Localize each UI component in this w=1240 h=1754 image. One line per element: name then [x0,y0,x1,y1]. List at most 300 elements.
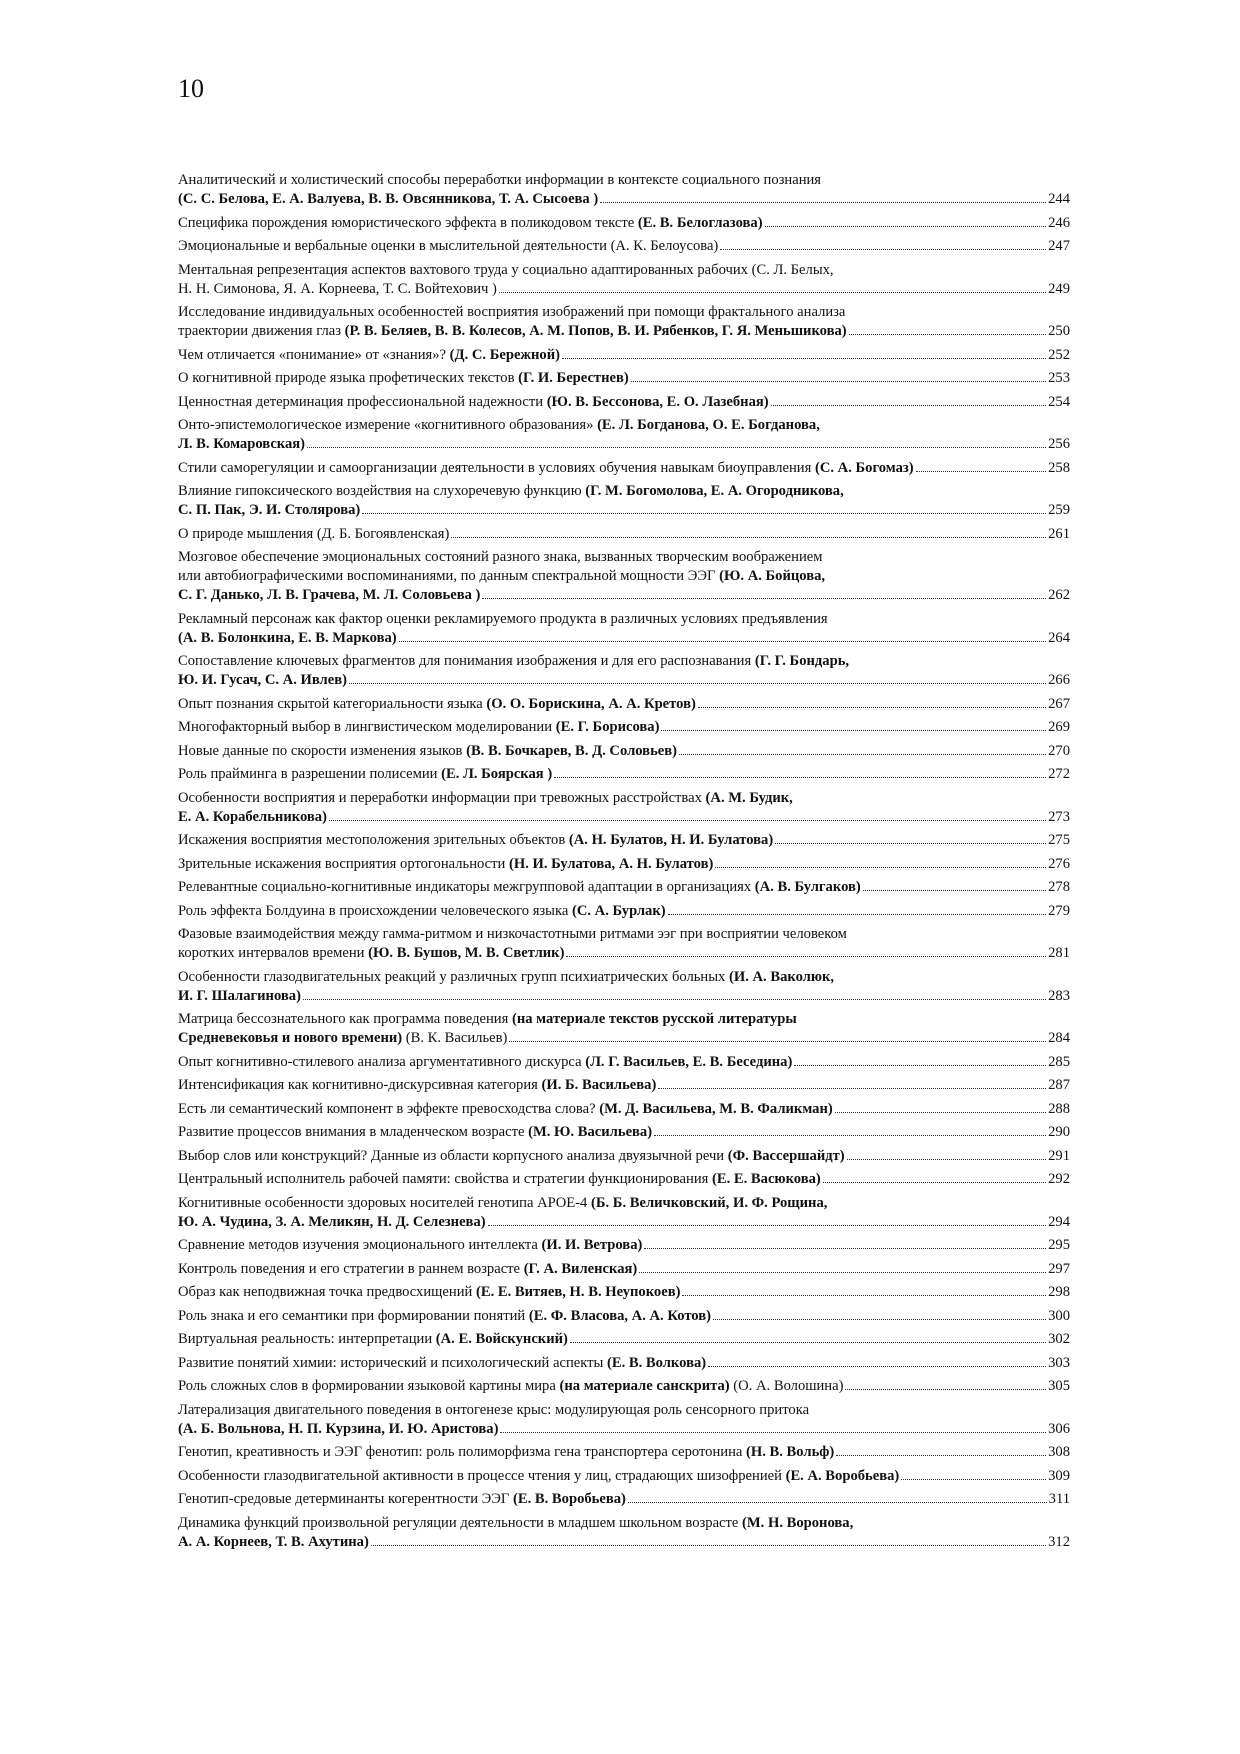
toc-entry-text [178,586,480,605]
toc-entry-page: 285 [1048,1053,1070,1070]
dot-leader [698,707,1046,708]
toc-entry-authors: (М. Д. Васильева, М. В. Фаликман) [599,1100,833,1117]
toc-entry-page: 272 [1048,766,1070,782]
toc-entry-line [178,435,1070,454]
toc-entry [178,902,1070,921]
dot-leader [500,1432,1046,1433]
toc-entry-authors: (А. М. Будик, [705,789,793,806]
toc-entry [178,1170,1070,1189]
toc-entry-title: Онто-эпистемологическое измерение «когнитивного образования» [178,417,598,433]
toc-entry-page: 269 [1048,719,1070,735]
toc-entry [178,1076,1070,1095]
toc-entry-line [178,831,1070,850]
toc-entry-line [178,548,1070,567]
toc-entry-line [178,1053,1070,1072]
toc-entry-text [178,1123,652,1142]
dot-leader [371,1545,1046,1546]
dot-leader [713,1319,1046,1320]
toc-entry-page: 249 [1048,280,1070,297]
dot-leader [628,1502,1047,1503]
toc-entry [178,1307,1070,1326]
toc-entry-title: Развитие понятий химии: исторический и психологический аспекты [178,1354,607,1371]
toc-entry [178,1147,1070,1166]
toc-entry-authors: (М. Н. Воронова, [742,1514,854,1531]
toc-entry-authors: Ю. А. Чудина, З. А. Меликян, Н. Д. Селезнева) [178,1213,486,1230]
toc-entry-authors: (Е. А. Воробьева) [785,1467,900,1484]
toc-entry [178,1123,1070,1142]
toc-entry-page: 253 [1048,370,1070,386]
toc-entry-authors: (на материале текстов русской литературы [511,1011,797,1027]
toc-entry-authors: (С. С. Белова, Е. А. Валуева, В. В. Овсянникова, Т. А. Сысоева ) [178,191,599,207]
toc-entry-line [178,944,1070,963]
dot-leader [863,890,1046,891]
toc-entry-authors: Л. В. Комаровская) [178,436,306,452]
toc-entry-line [178,1354,1070,1373]
dot-leader [682,1295,1046,1296]
toc-entry-authors: (на материале санскрита) [559,1378,734,1394]
toc-entry-line [178,237,1070,256]
toc-entry-page: 306 [1048,1420,1070,1437]
toc-entry-line [178,459,1070,478]
toc-entry-text [178,1443,834,1462]
toc-entry-line [178,652,1070,671]
toc-entry-text [178,695,696,714]
toc-entry-text [178,902,666,921]
dot-leader [631,381,1046,382]
toc-entry-line [178,322,1070,341]
toc-entry-text [178,765,552,784]
toc-entry-title: Мозговое обеспечение эмоциональных состояний разного знака, вызванных творческим воображением [178,549,823,565]
toc-entry [178,525,1070,544]
toc-entry-page: 300 [1048,1307,1070,1324]
toc-entry-line [178,482,1070,501]
toc-entry-authors: (Е. Е. Васюкова) [712,1171,821,1187]
toc-entry-title: Латерализация двигательного поведения в онтогенезе крыс: модулирующая роль сенсорного притока [178,1401,810,1418]
toc-entry [178,789,1070,827]
dot-leader [644,1248,1046,1249]
toc-entry [178,878,1070,897]
toc-entry-line [178,1490,1070,1509]
toc-entry [178,718,1070,737]
page-number: 10 [178,74,204,103]
toc-entry-line [178,1010,1070,1029]
toc-entry [178,1443,1070,1462]
toc-entry-title: О природе мышления (Д. Б. Богоявленская) [178,525,450,542]
toc-entry-page: 281 [1048,945,1070,961]
toc-entry-text [178,435,305,454]
toc-entry-page: 252 [1048,346,1070,363]
toc-entry-text [178,322,847,341]
toc-entry-line [178,902,1070,921]
toc-entry [178,765,1070,784]
dot-leader [303,999,1046,1000]
toc-entry [178,1401,1070,1439]
toc-entry-title: Особенности глазодвигательной активности в процессе чтения у лиц, страдающих шизофренией [178,1467,786,1484]
toc-entry-title: Ценностная детерминация профессиональной надежности [178,393,547,410]
toc-entry-title: О когнитивной природе языка профетических текстов [178,370,519,386]
toc-entry-title: Генотип-средовые детерминанты когерентности ЭЭГ [178,1491,513,1507]
toc-entry-title: Контроль поведения и его стратегии в раннем возрасте [178,1260,524,1277]
toc-entry-page: 270 [1048,742,1070,759]
toc-entry-title: Центральный исполнитель рабочей памяти: свойства и стратегии функционирования [178,1171,712,1187]
toc-entry-authors: (Ю. А. Бойцова, [719,568,826,584]
dot-leader [488,1225,1047,1226]
toc-entry-authors: (Г. М. Богомолова, Е. А. Огородникова, [585,483,844,499]
toc-entry-line [178,1443,1070,1462]
toc-entry-text [178,280,497,299]
toc-entry-text [178,1354,706,1373]
toc-entry-title: Сопоставление ключевых фрагментов для понимания изображения и для его распознавания [178,653,755,669]
toc-entry-page: 297 [1048,1260,1070,1277]
toc-entry [178,1490,1070,1509]
dot-leader [679,754,1046,755]
toc-entry-title: Опыт когнитивно-стилевого анализа аргументативного дискурса [178,1053,586,1070]
toc-entry-line [178,1533,1070,1552]
toc-entry-authors: (Г. И. Берестнев) [518,370,629,386]
toc-entry-title: Выбор слов или конструкций? Данные из области корпусного анализа двуязычной речи [178,1147,728,1164]
toc-entry-line [178,968,1070,987]
toc-entry-authors: (Е. Л. Боярская ) [441,766,553,782]
dot-leader [708,1366,1046,1367]
toc-entry [178,925,1070,963]
toc-entry [178,303,1070,341]
toc-entry-line [178,1377,1070,1396]
toc-entry-title: Специфика порождения юмористического эффекта в поликодовом тексте [178,214,638,231]
toc-entry-title: или автобиографическими воспоминаниями, по данным спектральной мощности ЭЭГ [178,568,720,584]
dot-leader [329,820,1046,821]
toc-entry [178,261,1070,299]
toc-entry-line [178,1076,1070,1095]
dot-leader [362,513,1046,514]
dot-leader [566,956,1046,957]
toc-entry-line [178,1147,1070,1166]
toc-entry-page: 288 [1048,1100,1070,1117]
toc-entry-page: 258 [1048,459,1070,476]
toc-entry [178,855,1070,874]
toc-entry-authors: (О. О. Борискина, А. А. Кретов) [486,695,696,712]
toc-entry [178,1194,1070,1232]
toc-entry-title: Стили саморегуляции и самоорганизации деятельности в условиях обучения навыкам биоуправления [178,459,815,476]
toc-entry-line [178,190,1070,209]
toc-entry-title: Интенсификация как когнитивно-дискурсивная категория [178,1077,542,1093]
toc-entry-text [178,987,301,1006]
toc-entry-title: Роль прайминга в разрешении полисемии [178,766,442,782]
toc-entry-authors: (А. Е. Войскунский) [435,1331,568,1347]
toc-entry-line [178,765,1070,784]
toc-entry [178,482,1070,520]
toc-entry-title: Матрица бессознательного как программа поведения [178,1011,512,1027]
toc-entry-line [178,878,1070,897]
toc-entry-line [178,1170,1070,1189]
dot-leader [668,914,1047,915]
toc-entry-title: Сравнение методов изучения эмоционального интеллекта [178,1237,542,1253]
toc-entry-page: 273 [1048,808,1070,825]
toc-entry-text [178,1053,792,1072]
dot-leader [901,1479,1046,1480]
toc-entry-authors: (А. В. Болонкина, Е. В. Маркова) [178,629,397,646]
toc-entry-line [178,718,1070,737]
toc-entry-authors: (А. Н. Булатов, Н. И. Булатова) [568,832,774,848]
toc-entry [178,346,1070,365]
dot-leader [307,447,1046,448]
toc-entry-authors: (Е. Л. Богданова, О. Е. Богданова, [597,417,820,433]
toc-entry-authors: (Е. В. Белоглазова) [637,214,763,231]
toc-entry-text [178,1213,486,1232]
toc-entry-line [178,280,1070,299]
toc-entry-authors: (Г. Г. Бондарь, [754,653,850,669]
toc-entry-authors: (Е. Ф. Власова, А. А. Котов) [528,1307,711,1324]
toc-entry-title: Роль сложных слов в формировании языковой картины мира [178,1378,560,1394]
toc-entry-text [178,214,763,233]
toc-entry-text [178,1307,711,1326]
toc-entry-authors: (Е. Е. Витяев, Н. В. Неупокоев) [475,1284,681,1300]
toc-entry-line [178,610,1070,629]
toc-entry-text [178,944,564,963]
toc-entry-text [178,369,629,388]
toc-entry-authors: (И. А. Ваколюк, [728,968,835,985]
toc-entry [178,459,1070,478]
toc-entry-page: 278 [1048,879,1070,895]
toc-entry-page: 312 [1048,1533,1070,1550]
dot-leader [916,471,1047,472]
dot-leader [654,1135,1046,1136]
toc-entry-page: 311 [1048,1491,1070,1507]
toc-entry-page: 290 [1048,1124,1070,1140]
toc-entry-text [178,831,773,850]
toc-entry-page: 275 [1048,832,1070,848]
toc-entry-line [178,393,1070,412]
toc-entry-page: 283 [1048,987,1070,1004]
toc-entry-line [178,525,1070,544]
toc-entry-page: 266 [1048,672,1070,688]
toc-entry-text [178,1170,821,1189]
toc-entry-title: Опыт познания скрытой категориальности языка [178,695,487,712]
toc-entry-title: Роль знака и его семантики при формировании понятий [178,1307,529,1324]
toc-entry-page: 298 [1048,1284,1070,1300]
toc-entry-page: 287 [1048,1077,1070,1093]
toc-entry [178,171,1070,209]
toc-entry-text [178,1147,845,1166]
toc-entry-line [178,1123,1070,1142]
dot-leader [847,1159,1046,1160]
toc-entry-line [178,501,1070,520]
toc-entry-authors: (И. И. Ветрова) [541,1237,643,1253]
toc-entry-page: 303 [1048,1354,1070,1371]
table-of-contents [178,171,1070,1556]
toc-entry-line [178,1260,1070,1279]
toc-entry [178,1514,1070,1552]
dot-leader [570,1342,1046,1343]
toc-entry-authors: (Н. И. Булатова, А. Н. Булатов) [508,855,714,872]
toc-entry [178,1053,1070,1072]
toc-entry-title: Фазовые взаимодействия между гамма-ритмом и низкочастотными ритмами ээг при восприятии человеком [178,926,847,942]
toc-entry-page: 284 [1048,1030,1070,1046]
toc-entry-text [178,718,659,737]
toc-entry-page: 259 [1048,502,1070,518]
toc-entry-title: Влияние гипоксического воздействия на слухоречевую функцию [178,483,586,499]
toc-entry-page: 305 [1048,1378,1070,1394]
dot-leader [451,537,1046,538]
toc-entry-page: 262 [1048,587,1070,603]
toc-entry-page: 246 [1048,214,1070,231]
toc-entry-line [178,742,1070,761]
toc-entry [178,1010,1070,1048]
toc-entry-text [178,1490,626,1509]
toc-entry-line [178,1100,1070,1119]
toc-entry [178,416,1070,454]
dot-leader [349,683,1046,684]
toc-entry-page: 294 [1048,1213,1070,1230]
toc-entry-authors: (Р. В. Беляев, В. В. Колесов, А. М. Попов, В. И. Рябенков, Г. Я. Меньшикова) [344,323,847,339]
toc-entry-text [178,878,861,897]
dot-leader [661,730,1046,731]
toc-entry-line [178,695,1070,714]
toc-entry-page: 256 [1048,436,1070,452]
toc-entry-text [178,855,713,874]
toc-entry-text [178,237,718,256]
toc-entry-line [178,416,1070,435]
toc-entry-text [178,1420,498,1439]
toc-entry-line [178,1213,1070,1232]
toc-entry-authors: (А. В. Булгаков) [754,879,861,895]
toc-entry-title: Искажения восприятия местоположения зрительных объектов [178,832,569,848]
toc-entry-title: Есть ли семантический компонент в эффекте превосходства слова? [178,1100,600,1117]
toc-entry-line [178,1420,1070,1439]
toc-entry-authors: (Н. В. Вольф) [746,1444,835,1460]
toc-entry-title: коротких интервалов времени [178,945,369,961]
toc-entry-title: Эмоциональные и вербальные оценки в мыслительной деятельности (А. К. Белоусова) [178,238,719,254]
dot-leader [562,358,1046,359]
toc-entry-page: 267 [1048,695,1070,712]
toc-entry-title: Особенности восприятия и переработки информации при тревожных расстройствах [178,789,706,806]
toc-entry-text [178,1076,656,1095]
toc-entry-line [178,987,1070,1006]
toc-entry [178,968,1070,1006]
toc-entry-line [178,214,1070,233]
toc-entry-text [178,1100,833,1119]
toc-entry-text [178,1260,637,1279]
toc-entry-authors: (В. В. Бочкарев, В. Д. Соловьев) [466,742,678,759]
toc-entry-text [178,742,677,761]
toc-entry [178,548,1070,605]
toc-entry-line [178,925,1070,944]
toc-entry-line [178,1029,1070,1048]
dot-leader [482,598,1046,599]
toc-entry-title: Многофакторный выбор в лингвистическом моделировании [178,719,556,735]
toc-entry-line [178,1194,1070,1213]
toc-entry-title: Релевантные социально-когнитивные индикаторы межгрупповой адаптации в организациях [178,879,755,895]
toc-entry-line [178,808,1070,827]
toc-entry-authors: (Г. А. Виленская) [523,1260,638,1277]
toc-entry-authors: А. А. Корнеев, Т. В. Ахутина) [178,1533,369,1550]
toc-entry-authors: (С. А. Бурлак) [571,902,666,919]
toc-entry-authors: (Ф. Вассершайдт) [727,1147,845,1164]
toc-entry-page: 264 [1048,629,1070,646]
toc-entry-line [178,629,1070,648]
toc-entry-line [178,1283,1070,1302]
toc-entry-page: 308 [1048,1444,1070,1460]
toc-entry-title: Новые данные по скорости изменения языков [178,742,467,759]
toc-entry-line [178,303,1070,322]
toc-entry-authors: (Д. С. Бережной) [449,346,560,363]
toc-entry-authors: (Б. Б. Величковский, И. Ф. Рощина, [590,1194,828,1211]
toc-entry [178,214,1070,233]
toc-entry-line [178,671,1070,690]
toc-entry [178,831,1070,850]
toc-entry [178,1100,1070,1119]
toc-entry-title: траектории движения глаз [178,323,345,339]
toc-entry-authors: (Е. В. Волкова) [606,1354,707,1371]
toc-entry-line [178,346,1070,365]
toc-entry [178,652,1070,690]
toc-entry-title: Когнитивные особенности здоровых носителей генотипа APOE-4 [178,1194,591,1211]
toc-entry-text [178,501,360,520]
toc-entry-page: 309 [1048,1467,1070,1484]
toc-entry-line [178,855,1070,874]
toc-entry-text [178,1330,568,1349]
toc-entry-title: Особенности глазодвигательных реакций у различных групп психиатрических больных [178,968,729,985]
toc-entry-authors: (Л. Г. Васильев, Е. В. Беседина) [585,1053,793,1070]
dot-leader [600,202,1046,203]
toc-entry-text [178,671,347,690]
toc-entry [178,369,1070,388]
toc-entry-authors: (И. Б. Васильева) [541,1077,657,1093]
dot-leader [771,405,1046,406]
toc-entry-text [178,629,397,648]
toc-entry-authors: (Е. Г. Борисова) [555,719,660,735]
dot-leader [715,867,1046,868]
toc-entry [178,610,1070,648]
toc-entry-authors: С. П. Пак, Э. И. Столярова) [178,502,361,518]
toc-entry-authors: Средневековья и нового времени) [178,1030,406,1046]
toc-entry-authors: Е. А. Корабельникова) [178,808,327,825]
toc-entry-title: Чем отличается «понимание» от «знания»? [178,346,450,363]
toc-entry-page: 302 [1048,1331,1070,1347]
dot-leader [845,1389,1046,1390]
toc-entry-line [178,1401,1070,1420]
toc-entry-line [178,1467,1070,1486]
toc-entry-authors: И. Г. Шалагинова) [178,987,301,1004]
toc-entry-line [178,586,1070,605]
dot-leader [849,334,1046,335]
toc-entry-line [178,261,1070,280]
toc-entry-authors: (А. Б. Вольнова, Н. П. Курзина, И. Ю. Аристова) [178,1420,499,1437]
toc-entry-text [178,1029,507,1048]
toc-entry-page: 292 [1048,1171,1070,1187]
toc-entry-title: Образ как неподвижная точка предвосхищений [178,1284,476,1300]
toc-entry-text [178,459,914,478]
toc-entry-text [178,190,598,209]
toc-entry-text [178,808,327,827]
toc-entry-text [178,393,769,412]
toc-entry-title: (В. К. Васильев) [405,1030,508,1046]
toc-entry-line [178,789,1070,808]
toc-entry-authors: Ю. И. Гусач, С. А. Ивлев) [178,672,347,688]
toc-entry-text [178,1236,642,1255]
toc-entry-authors: С. Г. Данько, Л. В. Грачева, М. Л. Соловьева ) [178,587,481,603]
toc-entry-line [178,1236,1070,1255]
toc-entry [178,1354,1070,1373]
toc-entry [178,695,1070,714]
toc-entry-title: Аналитический и холистический способы переработки информации в контексте социального познания [178,172,822,188]
toc-entry-text [178,1467,899,1486]
dot-leader [835,1112,1046,1113]
toc-entry-text [178,525,449,544]
toc-entry-authors: (М. Ю. Васильева) [528,1124,653,1140]
toc-entry-line [178,567,1070,586]
dot-leader [794,1065,1046,1066]
toc-entry-page: 250 [1048,323,1070,339]
